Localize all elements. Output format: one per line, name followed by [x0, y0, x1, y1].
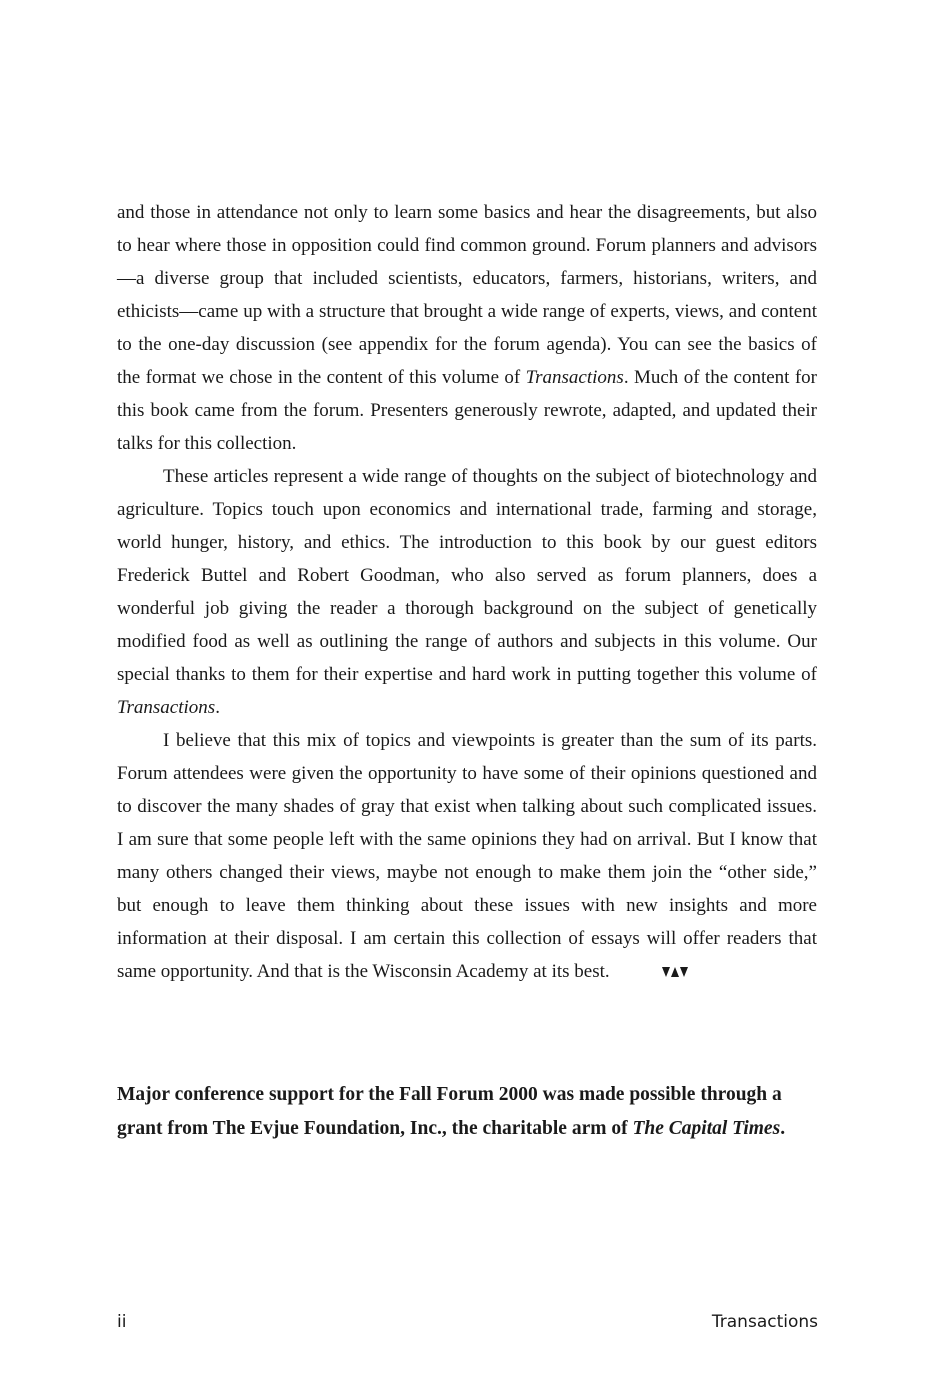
support-text-end: . [780, 1118, 786, 1139]
page-number: ii [117, 1312, 127, 1332]
page-footer [117, 1312, 818, 1332]
article-body [117, 196, 817, 989]
paragraph-2-text: These articles represent a wide range of thoughts on the subject of biotechnology and agriculture. Topics touch upon economics and international trade, farming and storage, world hunger, history, and ethics. The introduction to this book by our guest editors Frederick Buttel and Robert Goodman, who also served as forum planners, does a wonderful job giving the reader a thorough background on the subject of genetically modified food as well as outlining the range of authors and subjects in this volume. Our special thanks to them for their expertise and hard work in putting together this volume of [117, 466, 817, 685]
paragraph-3-text: I believe that this mix of topics and viewpoints is greater than the sum of its parts. Forum attendees were given the opportunity to have some of their opinions questioned and to discover the many shades of gray that exist when talking about such complicated issues. I am sure that some people left with the same opinions they had on arrival. But I know that many others changed their views, maybe not enough to make them join the “other side,” but enough to leave them thinking about these issues with new insights and more information at their disposal. I am certain this collection of essays will offer readers that same opportunity. And that is the Wisconsin Academy at its best. [117, 730, 817, 982]
newspaper-title-italic: The Capital Times [632, 1118, 781, 1139]
triangle-end-mark-icon [616, 956, 688, 989]
publication-title-italic: Transactions [525, 367, 624, 388]
paragraph-2-text-end: . [215, 697, 220, 718]
paragraph-1 [117, 196, 817, 460]
paragraph-1-text: and those in attendance not only to learn some basics and hear the disagreements, but also to hear where those in opposition could find common ground. Forum planners and advisors—a diverse group that included scientists, educators, farmers, historians, writers, and ethicists—came up with a structure that brought a wide range of experts, views, and content to the one-day discussion (see appendix for the forum agenda). You can see the basics of the format we chose in the content of this volume of [117, 202, 817, 388]
paragraph-3 [117, 724, 817, 989]
running-footer-title: Transactions [711, 1312, 818, 1332]
paragraph-1-text-end: . Much of the content for this book came from the forum. Presenters generously rewrote, adapted, and updated their talks for this collection. [117, 367, 817, 454]
support-text: Major conference support for the Fall Forum 2000 was made possible through a grant from The Evjue Foundation, Inc., the charitable arm of [117, 1084, 782, 1139]
publication-title-italic: Transactions [117, 697, 216, 718]
conference-support-note [117, 1078, 827, 1146]
paragraph-2 [117, 460, 817, 724]
